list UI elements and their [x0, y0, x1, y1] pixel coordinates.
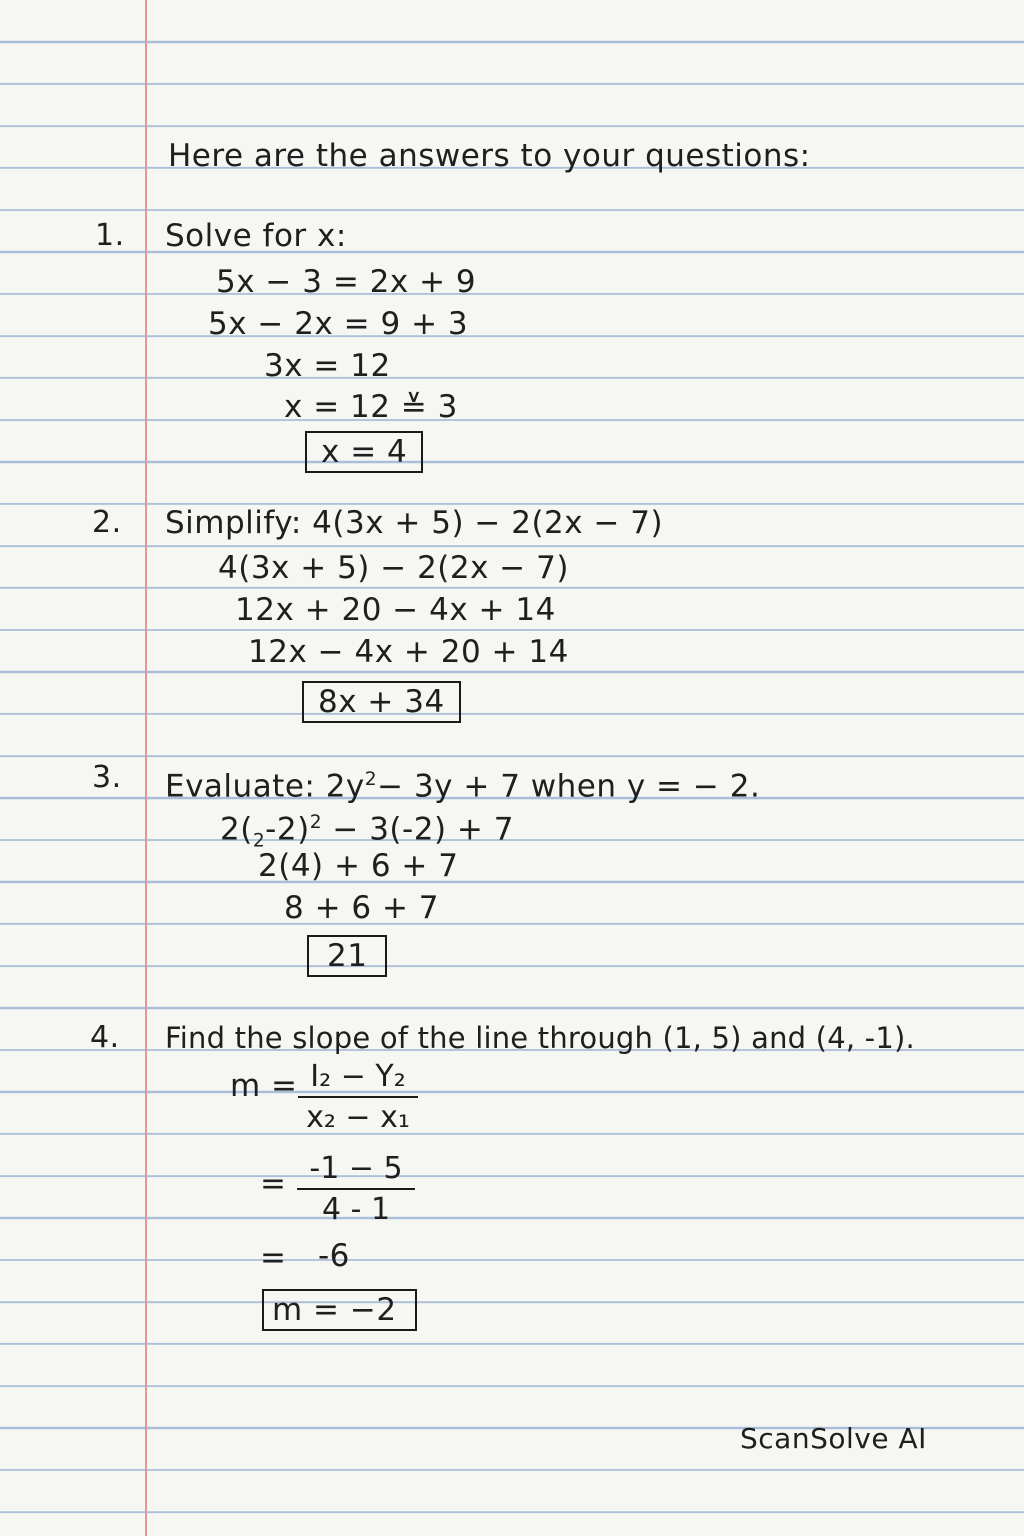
q2-title: Simplify: 4(3x + 5) − 2(2x − 7): [165, 505, 664, 541]
q2-step-3: 12x − 4x + 20 + 14: [248, 634, 569, 670]
q4-number: 4.: [90, 1020, 120, 1055]
q3-title-exponent: 2: [364, 769, 378, 790]
q4-substituted-denominator: 4 - 1: [321, 1192, 391, 1227]
q3-title-prefix: Evaluate: 2y: [165, 768, 365, 805]
q3-title: [165, 760, 760, 806]
q1-title: Solve for x:: [165, 218, 347, 254]
q3-number: 3.: [92, 760, 122, 795]
q2-number: 2.: [92, 505, 122, 540]
q4-equals-1: =: [260, 1166, 287, 1202]
q4-formula-denominator: x₂ − x₁: [306, 1100, 410, 1135]
q3-step1-sub: 2: [252, 830, 266, 852]
q4-result: -6: [318, 1238, 350, 1274]
margin-line: [145, 0, 147, 1536]
q2-answer-box: 8x + 34: [302, 681, 461, 723]
q1-step-1: 5x − 3 = 2x + 9: [216, 264, 477, 300]
scansolve-signature: ScanSolve AI: [740, 1422, 927, 1455]
q3-step1-b: -2): [265, 811, 310, 848]
q4-equals-2: =: [260, 1240, 287, 1276]
q2-step-1: 4(3x + 5) − 2(2x − 7): [218, 550, 569, 586]
q4-substituted-fraction: [297, 1150, 415, 1230]
q3-step-2: 2(4) + 6 + 7: [258, 848, 459, 884]
q3-step1-a: 2(: [220, 811, 253, 848]
q3-step-3: 8 + 6 + 7: [284, 890, 440, 926]
q4-formula-numerator: I₂ − Y₂: [298, 1058, 418, 1098]
q1-number: 1.: [95, 218, 125, 253]
q3-answer-box: 21: [307, 935, 387, 977]
q4-title: Find the slope of the line through (1, 5) and (4, -1).: [165, 1021, 915, 1055]
q4-slope-formula: [298, 1058, 418, 1138]
q2-step-2: 12x + 20 − 4x + 14: [235, 592, 556, 628]
q4-m-label: m =: [230, 1068, 298, 1104]
q3-title-suffix: − 3y + 7 when y = − 2.: [377, 768, 761, 805]
q3-step1-c: − 3(-2) + 7: [322, 811, 514, 848]
intro-text: Here are the answers to your questions:: [168, 138, 811, 174]
q4-substituted-numerator: -1 − 5: [297, 1150, 415, 1190]
q1-step-4: x = 12 ≚ 3: [284, 389, 458, 425]
q4-answer-box: m = −2: [262, 1289, 417, 1331]
q1-answer-box: x = 4: [305, 431, 423, 473]
q1-step-3: 3x = 12: [264, 348, 391, 384]
q3-step1-exponent: 2: [309, 812, 323, 833]
q1-step-2: 5x − 2x = 9 + 3: [208, 306, 469, 342]
